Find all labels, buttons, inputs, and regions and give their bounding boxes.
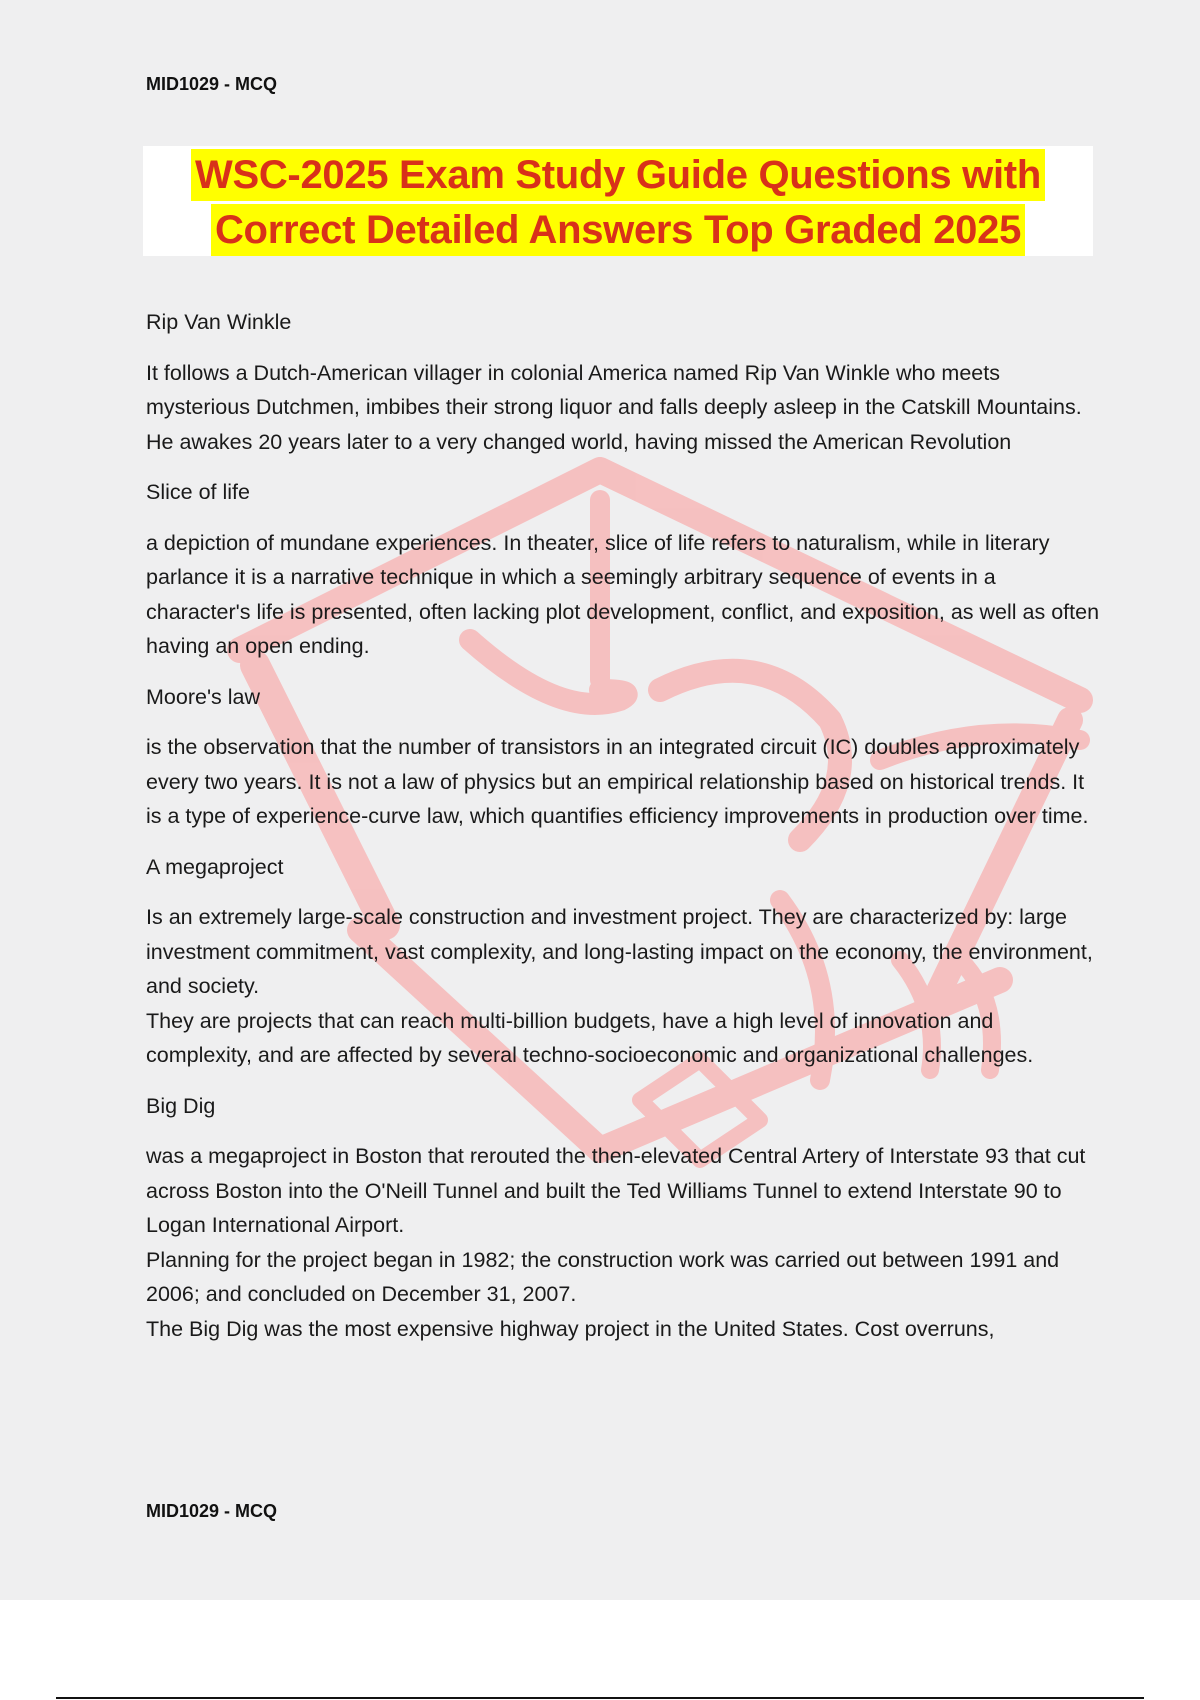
entry-definition: Planning for the project began in 1982; the construction work was carried out between 1991 and 2006; and concluded on December 31, 2007. — [146, 1247, 1060, 1306]
entry-term: A megaproject — [146, 854, 284, 879]
bottom-divider — [56, 1697, 1144, 1699]
entry-definition: Is an extremely large-scale construction and investment project. They are characterized by: large investment commitment, vast complexity, and long-lasting impact on the economy, the environment, and society. — [146, 905, 1093, 998]
footer-label: MID1029 - MCQ — [146, 1501, 278, 1521]
study-content — [146, 305, 1101, 1362]
entry — [146, 475, 1101, 664]
entry — [146, 680, 1101, 834]
entry-definition: It follows a Dutch-American villager in colonial America named Rip Van Winkle who meets mysterious Dutchmen, imbibes their strong liquor and falls deeply asleep in the Catskill Mountains. He awakes 20 years later to a very changed world, having missed the American Revolution — [146, 360, 1082, 454]
title-block — [143, 146, 1093, 256]
entry-term: Rip Van Winkle — [146, 310, 292, 334]
entry-term: Slice of life — [146, 480, 250, 504]
entry-term: Big Dig — [146, 1093, 216, 1118]
entry-definition: The Big Dig was the most expensive highway project in the United States. Cost overruns, — [146, 1316, 995, 1341]
entry-definition: a depiction of mundane experiences. In theater, slice of life refers to naturalism, while in literary parlance it is a narrative technique in which a seemingly arbitrary sequence of events in a character's life is presented, often lacking plot development, conflict, and exposition, as well as often having an open ending. — [146, 530, 1100, 658]
header-label: MID1029 - MCQ — [146, 74, 278, 94]
entry-definition: was a megaproject in Boston that rerouted the then-elevated Central Artery of Interstate 93 that cut across Boston into the O'Neill Tunnel and built the Ted Williams Tunnel to extend Interstate 90 to Logan International Airport. — [146, 1144, 1086, 1237]
entry-definition: They are projects that can reach multi-billion budgets, have a high level of innovation and complexity, and are affected by several techno-socioeconomic and organizational challenges. — [146, 1008, 1034, 1067]
entry — [146, 305, 1101, 459]
title-line-1: WSC-2025 Exam Study Guide Questions with — [191, 149, 1045, 201]
entry — [146, 1089, 1101, 1347]
entry-term: Moore's law — [146, 684, 261, 709]
entry — [146, 850, 1101, 1073]
title-line-2: Correct Detailed Answers Top Graded 2025 — [211, 204, 1025, 256]
entry-definition: is the observation that the number of transistors in an integrated circuit (IC) doubles approximately every two years. It is not a law of physics but an empirical relationship based on historical trends. It is a type of experience-curve law, which quantifies efficiency improvements in production over time. — [146, 735, 1089, 828]
